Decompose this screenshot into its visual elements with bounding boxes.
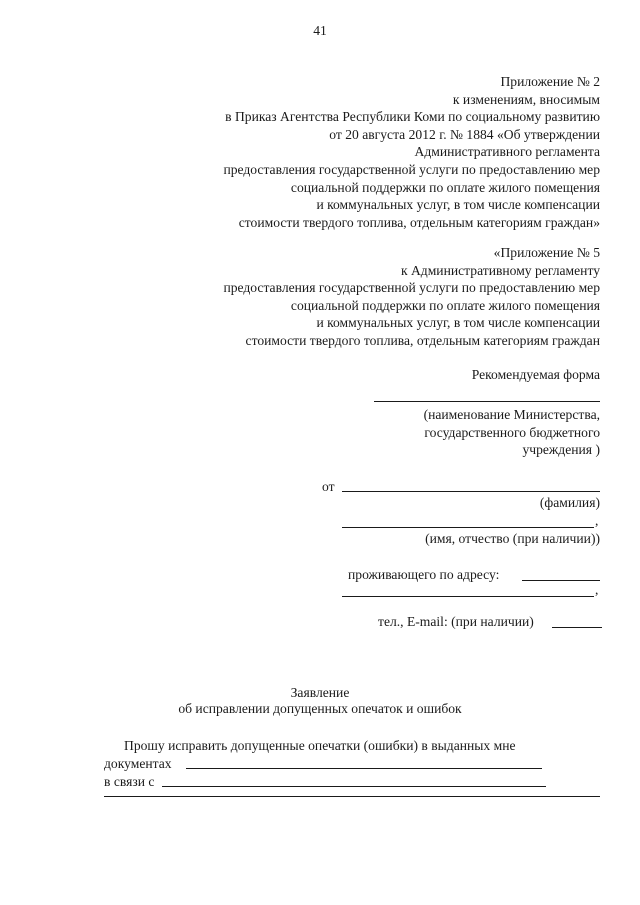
appendix-5-header — [140, 244, 600, 350]
surname-field[interactable] — [342, 491, 600, 492]
comma: , — [595, 513, 599, 528]
statement-subtitle: об исправлении допущенных опечаток и ошибок — [178, 701, 462, 716]
appendix-5-line: социальной поддержки по оплате жилого помещения — [290, 297, 600, 313]
phone-label: тел., E-mail: (при наличии) — [378, 614, 534, 629]
recipient-underline[interactable] — [374, 400, 600, 402]
reason-field[interactable] — [162, 786, 546, 787]
reason-label: в связи с — [104, 774, 155, 789]
phone-field[interactable] — [552, 627, 602, 628]
appendix-2-header — [140, 73, 600, 231]
address-field[interactable] — [522, 580, 600, 581]
statement-title: Заявление — [290, 685, 350, 700]
reason-field-2[interactable] — [104, 796, 600, 797]
documents-label: документах — [104, 756, 172, 771]
address-label: проживающего по адресу: — [348, 567, 500, 582]
appendix-2-line: Приложение № 2 — [500, 74, 600, 89]
appendix-5-line: «Приложение № 5 — [493, 245, 600, 260]
recipient-line: государственного бюджетного — [424, 424, 600, 440]
appendix-2-line: от 20 августа 2012 г. № 1884 «Об утверждении — [329, 126, 600, 142]
appendix-2-line: социальной поддержки по оплате жилого помещения — [290, 179, 600, 195]
recipient-line: учреждения ) — [522, 442, 600, 458]
statement-body-line: Прошу исправить допущенные опечатки (ошибки) в выданных мне — [124, 738, 516, 753]
appendix-2-line: и коммунальных услуг, в том числе компенсации — [316, 197, 600, 213]
appendix-2-line: предоставления государственной услуги по предоставлению мер — [223, 161, 600, 177]
appendix-2-line: Административного регламента — [414, 144, 600, 160]
appendix-2-line: стоимости твердого топлива, отдельным категориям граждан» — [238, 214, 600, 230]
name-hint: (имя, отчество (при наличии)) — [425, 531, 600, 546]
documents-field[interactable] — [186, 768, 542, 769]
appendix-5-line: к Административному регламенту — [400, 262, 600, 278]
recipient-block — [340, 406, 600, 459]
recommended-form-label: Рекомендуемая форма — [471, 367, 600, 382]
address-field-2[interactable] — [342, 596, 594, 597]
from-label: от — [322, 479, 335, 494]
surname-hint: (фамилия) — [539, 495, 600, 510]
comma: , — [595, 582, 599, 597]
appendix-2-line: в Приказ Агентства Республики Коми по социальному развитию — [225, 109, 600, 125]
appendix-5-line: и коммунальных услуг, в том числе компенсации — [316, 315, 600, 331]
page-number: 41 — [313, 23, 327, 38]
name-field[interactable] — [342, 527, 594, 528]
appendix-2-line: к изменениям, вносимым — [452, 91, 600, 107]
appendix-5-line: стоимости твердого топлива, отдельным категориям граждан — [245, 332, 600, 348]
recipient-line: (наименование Министерства, — [423, 407, 600, 422]
appendix-5-line: предоставления государственной услуги по предоставлению мер — [223, 280, 600, 296]
